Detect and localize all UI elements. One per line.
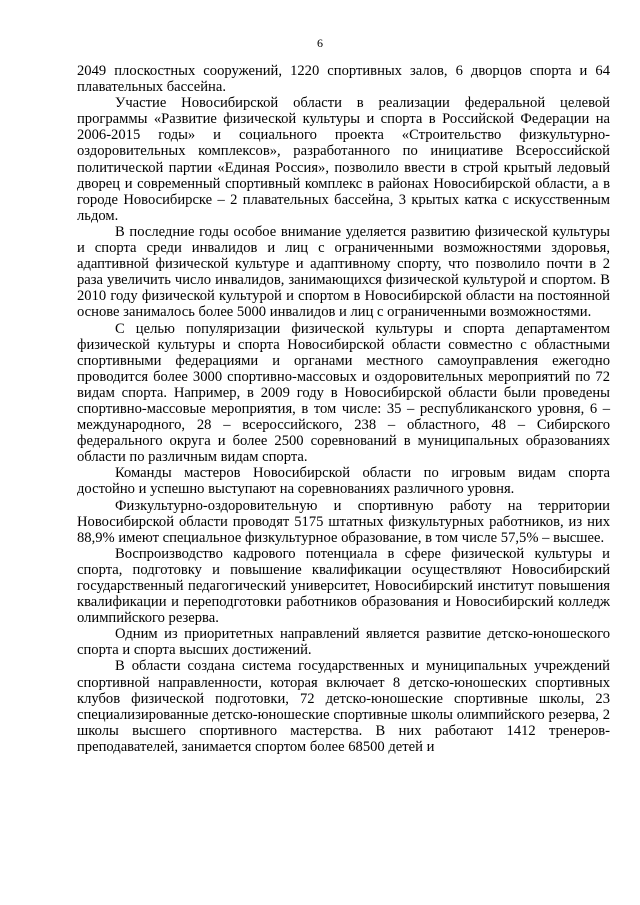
paragraph-7: Воспроизводство кадрового потенциала в сфере физической культуры и спорта, подготовку и повышение квалификации осуществляют Новосибирский государственный педагогический университет, Новосибирский институт повышения квалификации и переподготовки работников образования и Новосибирский колледж олимпийского резерва.	[77, 545, 610, 627]
paragraph-2: Участие Новосибирской области в реализации федеральной целевой программы «Развитие физической культуры и спорта в Российской Федерации на 2006-2015 годы» и социального проекта «Строительство физкультурно-оздоровительных комплексов», разработанного по инициативе Всероссийской политической партии «Единая Россия», позволило ввести в строй крытый ледовый дворец и современный спортивный комплекс в районах Новосибирской области, а в городе Новосибирске – 2 плавательных бассейна, 3 крытых катка с искусственным льдом.	[77, 95, 610, 224]
paragraph-4: С целью популяризации физической культуры и спорта департаментом физической культуры и спорта Новосибирской области совместно с областными спортивными федерациями и органами местного самоуправления ежегодно проводится более 3000 спортивно-массовых и оздоровительных мероприятий по 72 видам спорта. Например, в 2009 году в Новосибирской области были проведены спортивно-массовые мероприятия, в том числе: 35 – республиканского уровня, 6 – международного, 28 – всероссийского, 238 – областного, 48 – Сибирского федерального округа и более 2500 соревнований в муниципальных образованиях области по различным видам спорта.	[77, 320, 610, 466]
page-number: 6	[317, 36, 323, 50]
paragraph-8: Одним из приоритетных направлений является развитие детско-юношеского спорта и спорта высших достижений.	[77, 626, 610, 659]
paragraph-1: 2049 плоскостных сооружений, 1220 спортивных залов, 6 дворцов спорта и 64 плавательных бассейна.	[77, 63, 610, 96]
paragraph-9: В области создана система государственных и муниципальных учреждений спортивной направленности, которая включает 8 детско-юношеских спортивных клубов физической подготовки, 72 детско-юношеские спортивные школы, 23 специализированные детско-юношеские спортивные школы олимпийского резерва, 2 школы высшего спортивного мастерства. В них работают 1412 тренеров-преподавателей, занимается спортом более 68500 детей и	[77, 658, 610, 755]
page-body	[77, 63, 610, 755]
paragraph-3: В последние годы особое внимание уделяется развитию физической культуры и спорта среди инвалидов и лиц с ограниченными возможностями здоровья, адаптивной физической культуре и адаптивному спорту, что позволило почти в 2 раза увеличить число инвалидов, занимающихся физической культурой и спортом. В 2010 году физической культурой и спортом в Новосибирской области на постоянной основе занималось более 5000 инвалидов и лиц с ограниченными возможностями.	[77, 223, 610, 321]
paragraph-5: Команды мастеров Новосибирской области по игровым видам спорта достойно и успешно выступают на соревнованиях различного уровня.	[77, 465, 610, 498]
paragraph-6: Физкультурно-оздоровительную и спортивную работу на территории Новосибирской области проводят 5175 штатных физкультурных работников, из них 88,9% имеют специальное физкультурное образование, в том числе 57,5% – высшее.	[77, 497, 610, 546]
